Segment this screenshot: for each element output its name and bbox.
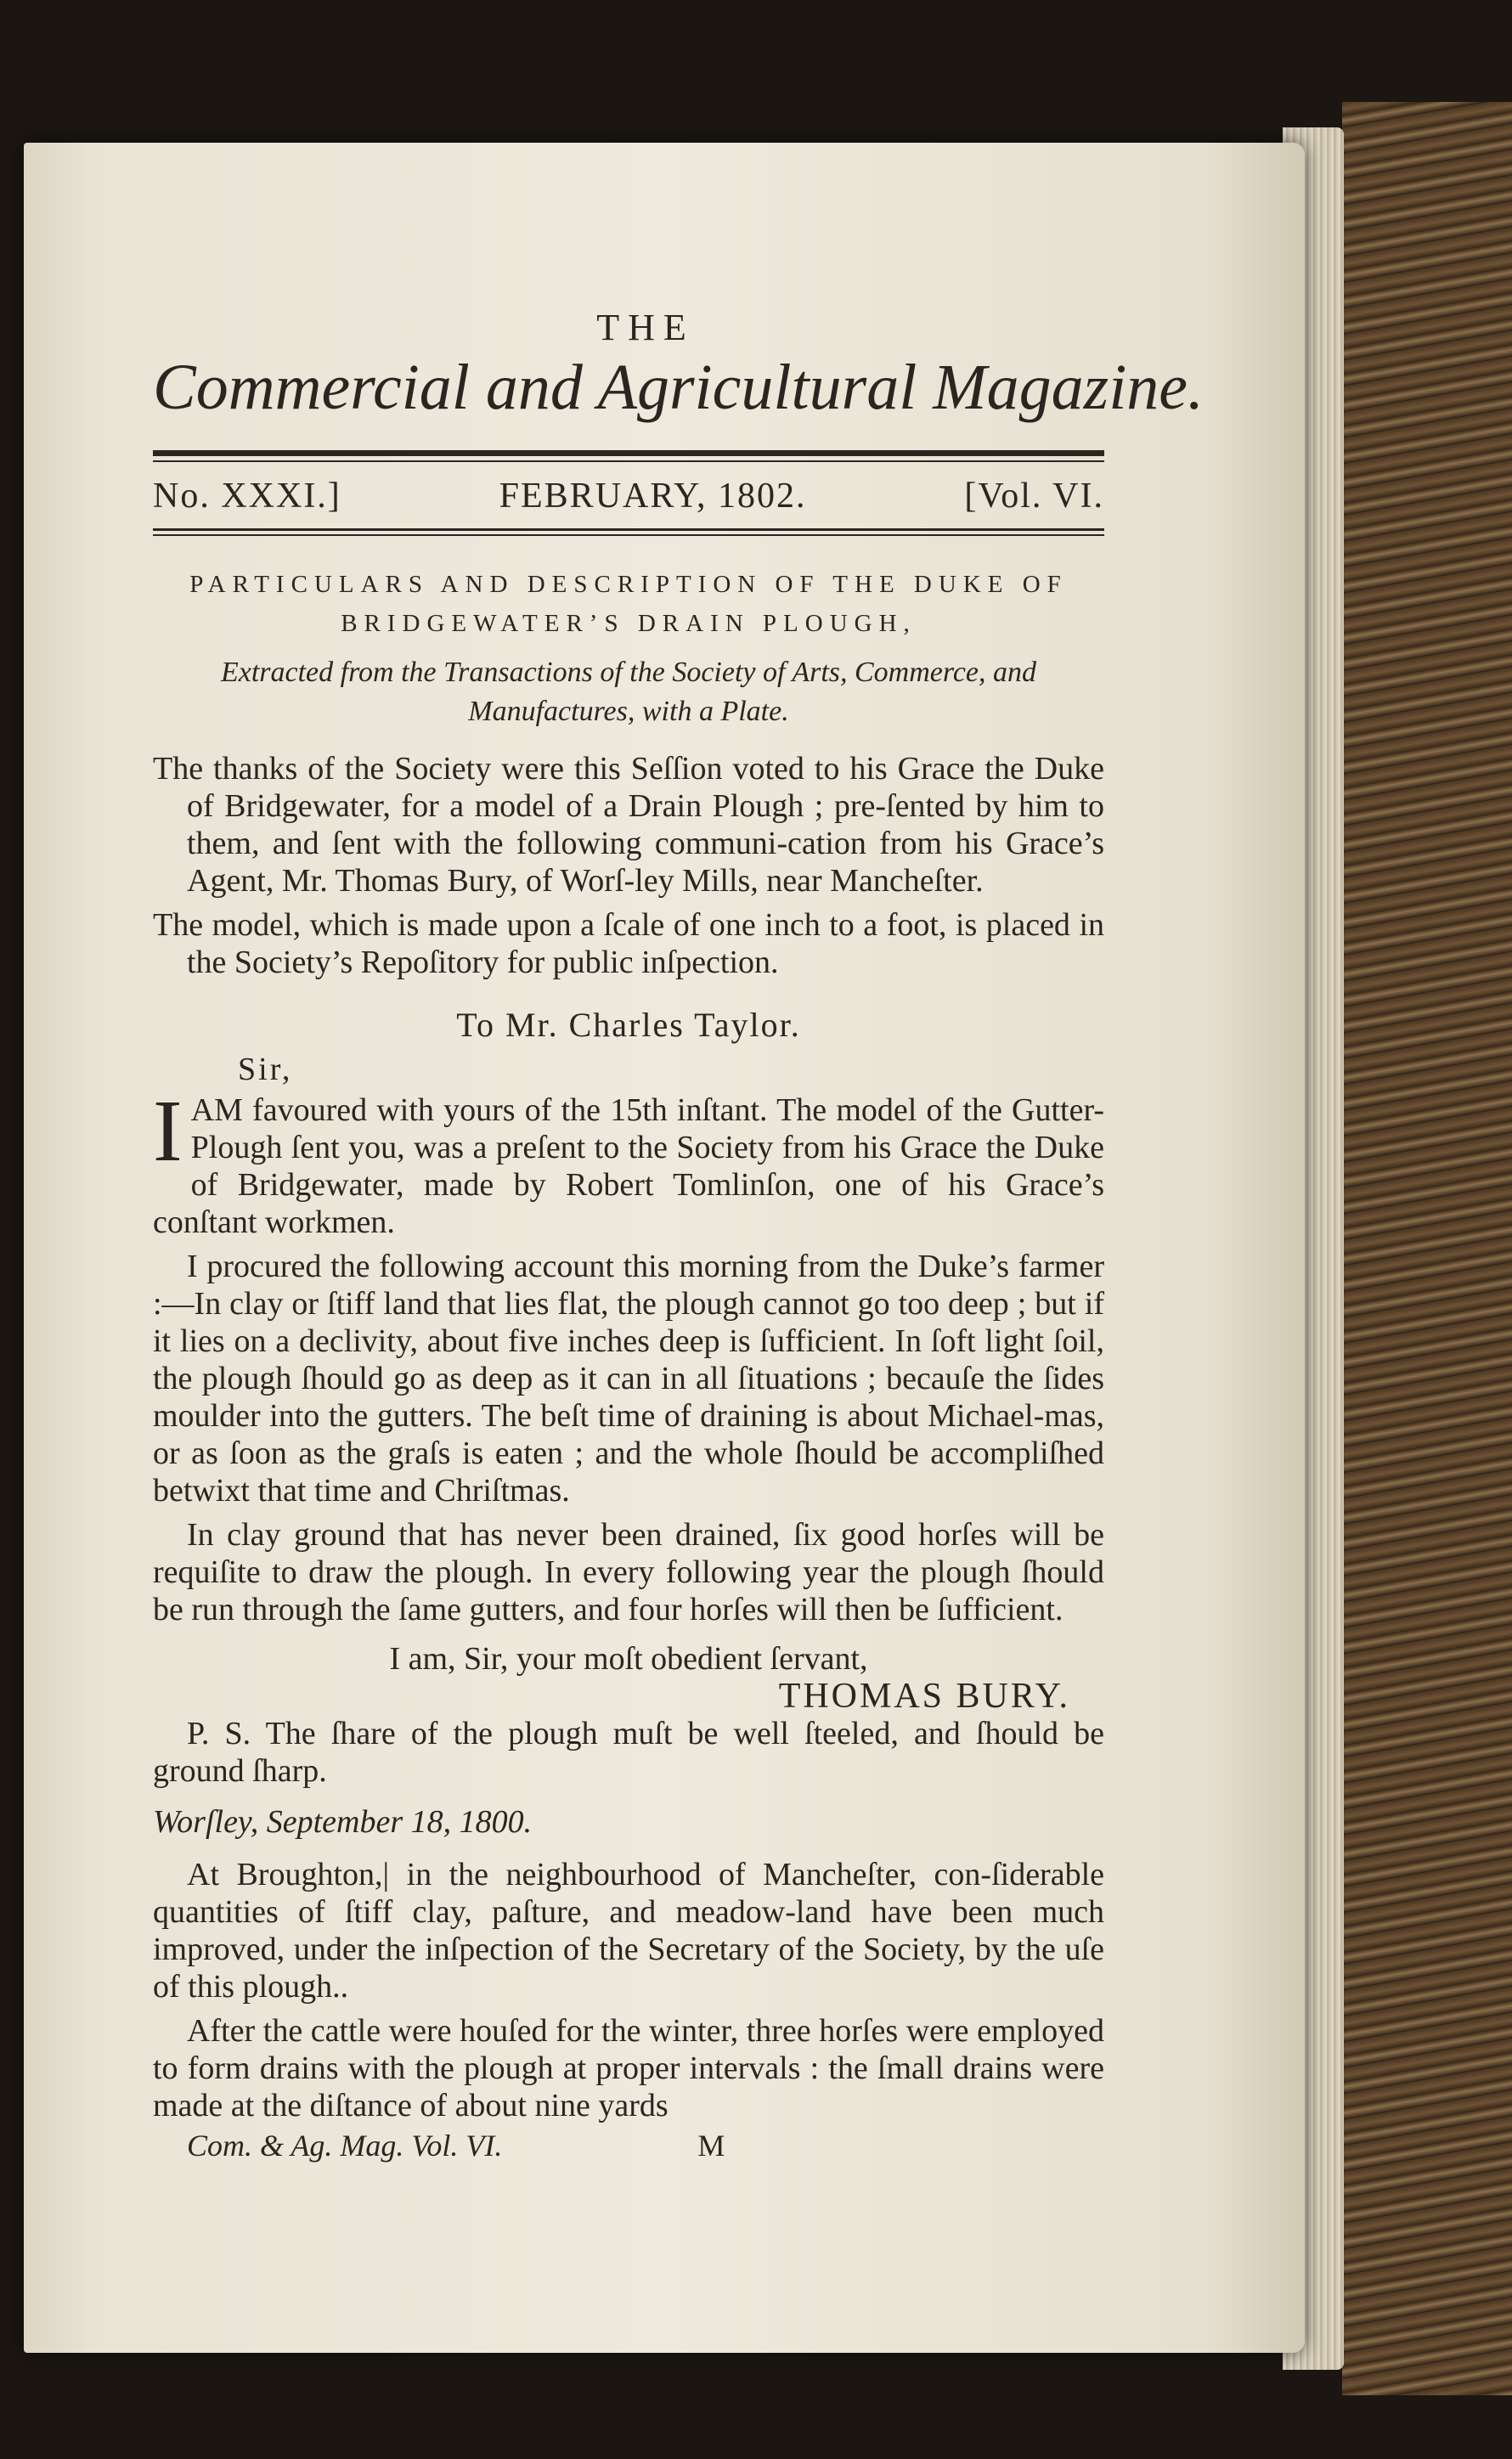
article-heading-line2: BRIDGEWATER’S DRAIN PLOUGH,: [341, 610, 917, 637]
masthead-the: THE: [596, 307, 695, 348]
letter-date-place: Worſley,: [153, 1804, 259, 1840]
article-source: [153, 653, 1104, 731]
header-rule: [153, 450, 1104, 456]
letter-paragraph-3: In clay ground that has never been drained, ſix good horſes will be requiſite to draw the plough. In every following year the plough ſhould be run through the ſame gutters, and four horſes will then be ſufficient.: [153, 1517, 1104, 1627]
paragraph-thanks: The thanks of the Society were this Seſſion voted to his Grace the Duke of Bridgewater, for a model of a Drain Plough ; pre-ſented by him to them, and ſent with the following communi-cation from his Grace’s Agent, Mr. Thomas Bury, of Worſ-ley Mills, near Mancheſter.: [153, 751, 1104, 899]
letter-addressee: To Mr. Charles Taylor.: [456, 1006, 801, 1044]
article-body: [153, 750, 1104, 2124]
letter-salutation: Sir,: [238, 1052, 293, 1087]
issue-volume: [Vol. VI.: [964, 477, 1104, 516]
sheet-mark: M: [697, 2129, 725, 2163]
letter-date: [153, 1803, 1104, 1841]
letter-signature: THOMAS BURY.: [778, 1677, 1070, 1716]
letter-closing: I am, Sir, your moſt obedient ſervant,: [389, 1641, 868, 1677]
signature-mark: Com. & Ag. Mag. Vol. VI.: [187, 2129, 503, 2163]
issue-line: [153, 476, 1104, 516]
magazine-title: Commercial and Agricultural Magazine.: [153, 352, 1205, 423]
drop-cap: I: [153, 1082, 183, 1180]
paragraph-cattle: After the cattle were houſed for the winter, three horſes were employed to form drains with the plough at proper intervals : the ſmall drains were made at the diſtance of about nine yards: [153, 2013, 1104, 2123]
issue-number: No. XXXI.]: [153, 477, 341, 516]
page-text: [153, 306, 1205, 2163]
letter-paragraph-1: [153, 1082, 1104, 1241]
letter-paragraph-1-text: AM favoured with yours of the 15th inſtant. The model of the Gutter-Plough ſent you, was a preſent to the Society from his Grace the Duke of Bridgewater, made by Robert Tomlinſon, one of his Grace’s conſtant workmen.: [153, 1092, 1104, 1240]
issue-rule-thin: [153, 534, 1104, 536]
letter-date-month: September 18, 1800.: [266, 1804, 533, 1840]
article-source-line1: Extracted from the Transactions of the Society of Arts, Commerce, and: [220, 657, 1037, 688]
book-cover-edge: [1342, 102, 1512, 2395]
article-heading-line1: PARTICULARS AND DESCRIPTION OF THE DUKE OF: [189, 571, 1068, 598]
issue-date: FEBRUARY, 1802.: [499, 477, 807, 516]
header-rule-thin: [153, 460, 1104, 462]
paragraph-broughton: At Broughton,| in the neighbourhood of Mancheſter, con-ſiderable quantities of ſtiff clay, paſture, and meadow-land have been much improved, under the inſpection of the Secretary of the Society, by the uſe of this plough..: [153, 1857, 1104, 2005]
issue-rule: [153, 528, 1104, 531]
postscript: P. S. The ſhare of the plough muſt be well ſteeled, and ſhould be ground ſharp.: [153, 1716, 1104, 1789]
article-heading: [153, 565, 1104, 643]
page-footer: [153, 2128, 1104, 2163]
paragraph-model: The model, which is made upon a ſcale of one inch to a foot, is placed in the Society’s Repoſitory for public inſpection.: [153, 907, 1104, 980]
letter-paragraph-2: I procured the following account this morning from the Duke’s farmer :—In clay or ſtiff land that lies flat, the plough cannot go too deep ; but if it lies on a declivity, about five inches deep is ſufficient. In ſoft light ſoil, the plough ſhould go as deep as it can in all ſituations ; becauſe the ſides moulder into the gutters. The beſt time of draining is about Michael-mas, or as ſoon as the graſs is eaten ; and the whole ſhould be accompliſhed betwixt that time and Chriſtmas.: [153, 1249, 1104, 1509]
article-source-line2: Manufactures, with a Plate.: [468, 696, 789, 727]
